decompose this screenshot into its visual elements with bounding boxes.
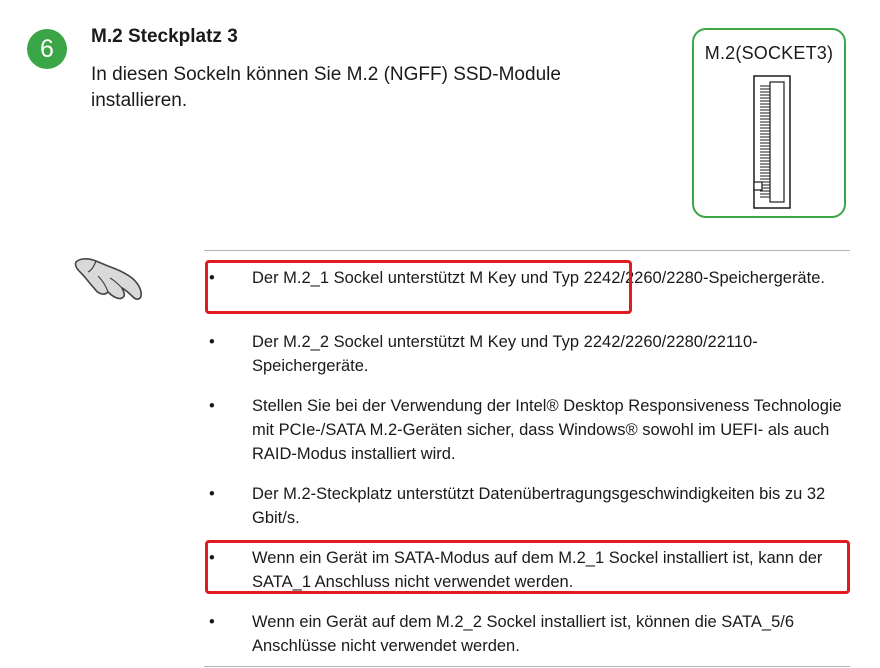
note-item <box>204 610 850 658</box>
step-number-badge: 6 <box>27 29 67 69</box>
note-text: Stellen Sie bei der Verwendung der Intel® Desktop Responsiveness Technologie mit PCIe-/SATA M.2-Geräten sicher, dass Windows® sowohl im UEFI- als auch RAID-Modus installiert wird. <box>252 397 842 463</box>
m2-socket-icon <box>746 74 796 214</box>
section-title: M.2 Steckplatz 3 <box>91 26 238 47</box>
socket-label: M.2(SOCKET3) <box>704 43 834 63</box>
notes-bottom-rule <box>204 666 850 667</box>
note-text: Wenn ein Gerät auf dem M.2_2 Sockel installiert ist, können die SATA_5/6 Anschlüsse nicht verwendet werden. <box>252 613 795 655</box>
bullet-marker: • <box>209 269 215 287</box>
highlight-box <box>205 540 850 594</box>
note-item <box>204 482 850 530</box>
socket-diagram <box>692 28 846 218</box>
note-text: Wenn ein Gerät im SATA-Modus auf dem M.2_1 Sockel installiert ist, kann der SATA_1 Anschluss nicht verwendet werden. <box>252 549 823 591</box>
bullet-marker: • <box>209 549 215 567</box>
bullet-marker: • <box>209 397 215 415</box>
note-text: Der M.2-Steckplatz unterstützt Datenübertragungsgeschwindigkeiten bis zu 32 Gbit/s. <box>252 485 826 527</box>
note-item <box>204 394 850 466</box>
note-text: Der M.2_1 Sockel unterstützt M Key und Typ 2242/2260/2280-Speichergeräte. <box>252 269 825 287</box>
highlight-box <box>205 260 632 314</box>
note-item <box>204 330 850 378</box>
bullet-marker: • <box>209 333 215 351</box>
bullet-marker: • <box>209 613 215 631</box>
section-description: In diesen Sockeln können Sie M.2 (NGFF) SSD-Module installieren. <box>91 64 561 111</box>
pointing-hand-icon <box>72 252 146 310</box>
note-text: Der M.2_2 Sockel unterstützt M Key und Typ 2242/2260/2280/22110-Speichergeräte. <box>252 333 758 375</box>
bullet-marker: • <box>209 485 215 503</box>
notes-top-rule <box>204 250 850 251</box>
